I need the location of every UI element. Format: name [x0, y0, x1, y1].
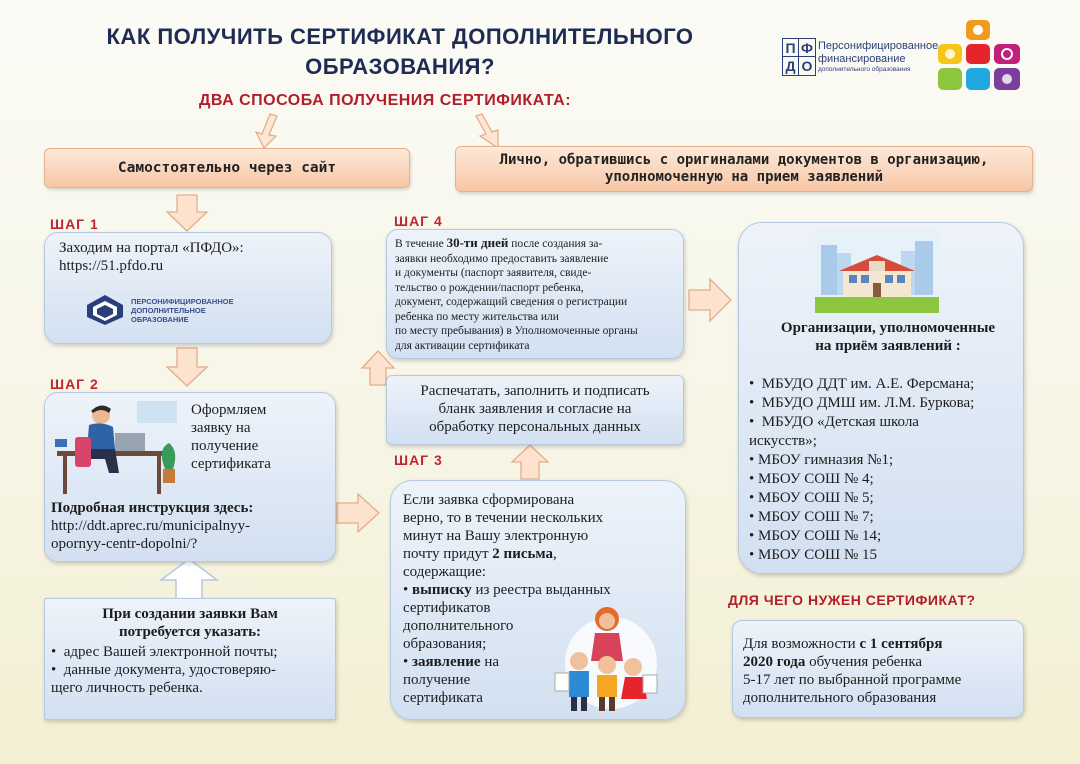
education-tiles-logo: [934, 18, 1026, 96]
step1-box: [44, 232, 332, 344]
step2-box: [44, 392, 336, 562]
right-arrow: [336, 493, 380, 533]
step4-text: В течение 30-ти дней после создания за- заявки необходимо предоставить заявление и документы (паспорт заявителя, свиде- тельство о рождении/паспорт ребенка, документ, содержащий сведения о регистрации ребенка по месту жительства или по месту пребывания) в Уполномоченные органы для активации сертификата: [395, 235, 638, 352]
print-form-box: [386, 375, 684, 445]
organization-item: • МБУДО ДДТ им. А.Е. Ферсмана;: [749, 376, 975, 392]
way-in-person: Лично, обратившись с оригиналами документов в организацию, уполномоченную на прием заявлений: [455, 146, 1033, 192]
logo-letter: П: [783, 39, 799, 57]
logo-line3: дополнительного образования: [818, 66, 911, 73]
thin-arrow-right: [472, 112, 506, 150]
step2-label: ШАГ 2: [50, 376, 99, 392]
instruction-link[interactable]: http://ddt.aprec.ru/municipalnyy- opornyy-centr-dopolni/?: [51, 518, 251, 552]
step4-label: ШАГ 4: [394, 213, 443, 229]
requirement-item-cont: щего личность ребенка.: [51, 680, 203, 696]
step3-label: ШАГ 3: [394, 452, 443, 468]
logo-letter: Ф: [799, 39, 815, 57]
up-outline-arrow: [158, 558, 220, 600]
step3-box: [390, 480, 686, 720]
up-arrow: [510, 444, 550, 480]
print-form-text: Распечатать, заполнить и подписать бланк заявления и согласие на обработку персональных данных: [420, 383, 650, 435]
pfdo-logo: [782, 38, 939, 78]
organization-item: • МБОУ СОШ № 15: [749, 547, 878, 563]
step2-text: Оформляем заявку на получение сертификата: [191, 402, 271, 472]
school-building-illustration: [815, 229, 939, 313]
requirements-title: При создании заявки Вам потребуется указать:: [102, 606, 278, 640]
requirement-item: • адрес Вашей электронной почты;: [51, 644, 278, 660]
organization-item: • МБОУ СОШ № 4;: [749, 471, 874, 487]
logo-letter: О: [801, 58, 813, 74]
portal-logo-text: ПЕРСОНИФИЦИРОВАННОЕ ДОПОЛНИТЕЛЬНОЕ ОБРАЗОВАНИЕ: [131, 297, 234, 324]
logo-line2: финансирование: [818, 53, 906, 65]
down-arrow: [165, 347, 209, 387]
requirement-item: • данные документа, удостоверяю-: [51, 662, 277, 678]
why-text: Для возможности с 1 сентября 2020 года обучения ребенка 5-17 лет по выбранной программе дополнительного образования: [743, 636, 962, 706]
portal-logo-icon: [85, 293, 125, 327]
person-at-desk-illustration: [53, 399, 183, 497]
teacher-children-illustration: [549, 601, 659, 715]
organization-item: • МБОУ гимназия №1;: [749, 452, 894, 468]
organization-item: • МБУДО ДМШ им. Л.М. Буркова;: [749, 395, 975, 411]
page-title: КАК ПОЛУЧИТЬ СЕРТИФИКАТ ДОПОЛНИТЕЛЬНОГО ОБРАЗОВАНИЯ?: [106, 24, 694, 79]
organizations-list: [749, 375, 1021, 565]
way-online: Самостоятельно через сайт: [44, 148, 410, 188]
why-box: [732, 620, 1024, 718]
step1-label: ШАГ 1: [50, 216, 99, 232]
why-question: ДЛЯ ЧЕГО НУЖЕН СЕРТИФИКАТ?: [728, 592, 976, 608]
logo-letter: Д: [783, 57, 799, 75]
subtitle: ДВА СПОСОБА ПОЛУЧЕНИЯ СЕРТИФИКАТА:: [198, 92, 572, 109]
thin-arrow-left: [250, 112, 280, 150]
organization-item: • МБОУ СОШ № 14;: [749, 528, 882, 544]
organization-item: • МБОУ СОШ № 5;: [749, 490, 874, 506]
requirements-box: [44, 598, 336, 720]
organization-item: • МБОУ СОШ № 7;: [749, 509, 874, 525]
organizations-box: [738, 222, 1024, 574]
down-arrow: [165, 194, 209, 232]
step1-text: Заходим на портал «ПФДО»:: [59, 240, 244, 256]
instruction-label: Подробная инструкция здесь:: [51, 500, 254, 516]
organizations-title: Организации, уполномоченные на приём заявлений :: [780, 320, 996, 354]
step4-box: [386, 229, 684, 359]
organization-item: • МБУДО «Детская школа: [749, 414, 919, 430]
right-arrow: [688, 278, 732, 322]
step3-text: Если заявка сформирована верно, то в течении нескольких минут на Вашу электронную почту придут 2 письма, содержащие: • выписку из реестра выданных сертификатов дополнительного образования; • заявление на получение сертификата: [403, 492, 611, 706]
logo-line1: Персонифицированное: [818, 40, 939, 52]
step1-url[interactable]: https://51.pfdo.ru: [59, 258, 164, 274]
organization-item-cont: искусств»;: [749, 433, 817, 449]
